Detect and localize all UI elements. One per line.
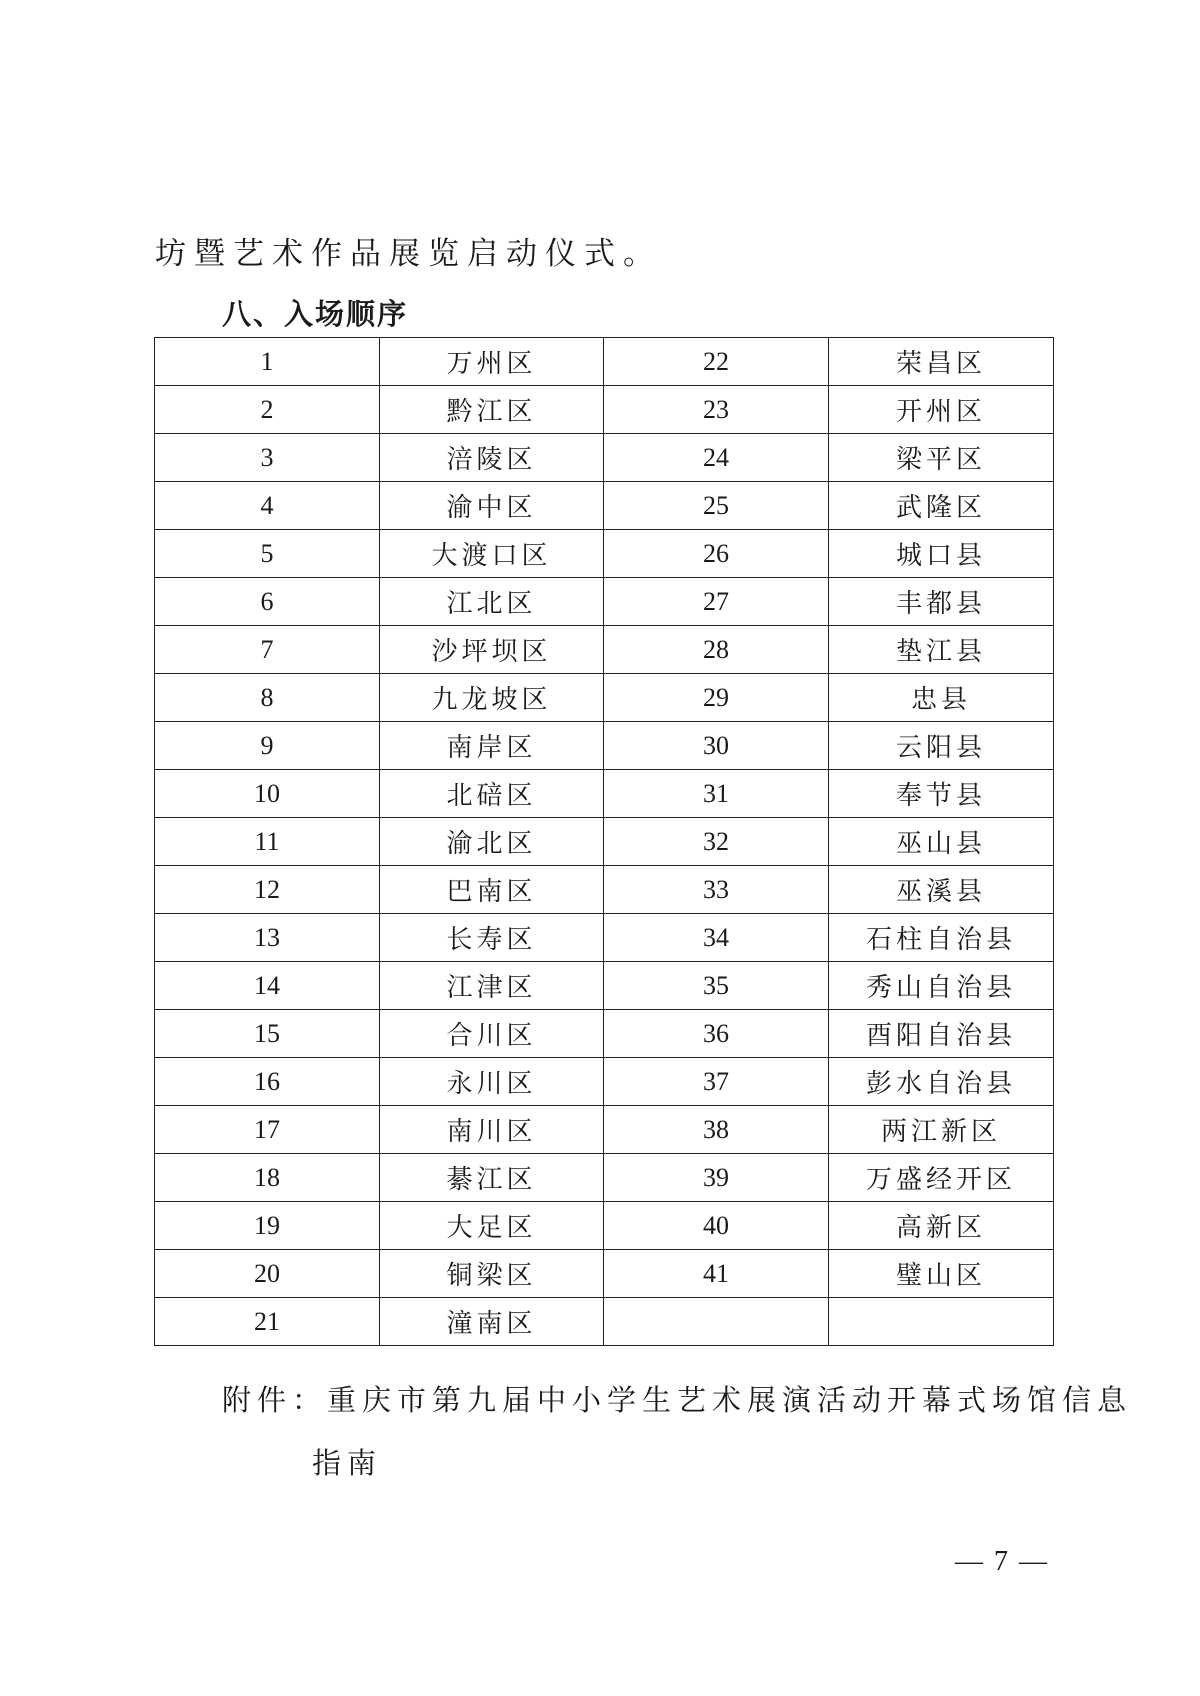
district-name-cell: 南川区 <box>380 1106 604 1154</box>
table-row <box>155 578 1054 626</box>
order-number-cell: 27 <box>604 578 829 626</box>
district-name-cell: 北碚区 <box>380 770 604 818</box>
order-number-cell: 38 <box>604 1106 829 1154</box>
entry-order-table <box>154 337 1054 1346</box>
order-number-cell: 7 <box>155 626 380 674</box>
order-number-cell: 36 <box>604 1010 829 1058</box>
order-number-cell: 17 <box>155 1106 380 1154</box>
district-name-cell: 高新区 <box>829 1202 1054 1250</box>
order-number-cell: 24 <box>604 434 829 482</box>
district-name-cell: 巫山县 <box>829 818 1054 866</box>
page-number: — 7 — <box>955 1546 1049 1577</box>
order-number-cell: 25 <box>604 482 829 530</box>
order-number-cell: 37 <box>604 1058 829 1106</box>
order-number-cell: 34 <box>604 914 829 962</box>
table-row <box>155 434 1054 482</box>
district-name-cell: 九龙坡区 <box>380 674 604 722</box>
order-number-cell: 31 <box>604 770 829 818</box>
order-number-cell: 19 <box>155 1202 380 1250</box>
order-number-cell: 28 <box>604 626 829 674</box>
table-row <box>155 962 1054 1010</box>
district-name-cell: 长寿区 <box>380 914 604 962</box>
district-name-cell: 巴南区 <box>380 866 604 914</box>
district-name-cell <box>829 1298 1054 1346</box>
order-number-cell: 22 <box>604 338 829 386</box>
order-number-cell: 6 <box>155 578 380 626</box>
table-row <box>155 1202 1054 1250</box>
district-name-cell: 荣昌区 <box>829 338 1054 386</box>
intro-text: 坊暨艺术作品展览启动仪式。 <box>155 236 662 272</box>
order-number-cell: 29 <box>604 674 829 722</box>
order-number-cell: 30 <box>604 722 829 770</box>
district-name-cell: 江津区 <box>380 962 604 1010</box>
order-number-cell: 20 <box>155 1250 380 1298</box>
district-name-cell: 合川区 <box>380 1010 604 1058</box>
table-row <box>155 1010 1054 1058</box>
order-number-cell: 16 <box>155 1058 380 1106</box>
district-name-cell: 丰都县 <box>829 578 1054 626</box>
table-row <box>155 1106 1054 1154</box>
order-number-cell: 35 <box>604 962 829 1010</box>
order-number-cell: 39 <box>604 1154 829 1202</box>
order-number-cell: 12 <box>155 866 380 914</box>
district-name-cell: 城口县 <box>829 530 1054 578</box>
district-name-cell: 石柱自治县 <box>829 914 1054 962</box>
order-number-cell: 23 <box>604 386 829 434</box>
order-number-cell: 14 <box>155 962 380 1010</box>
order-number-cell: 26 <box>604 530 829 578</box>
district-name-cell: 江北区 <box>380 578 604 626</box>
order-number-cell <box>604 1298 829 1346</box>
district-name-cell: 铜梁区 <box>380 1250 604 1298</box>
attachment-line: 附件：重庆市第九届中小学生艺术展演活动开幕式场馆信息 <box>222 1383 1133 1417</box>
order-number-cell: 1 <box>155 338 380 386</box>
order-number-cell: 15 <box>155 1010 380 1058</box>
district-name-cell: 涪陵区 <box>380 434 604 482</box>
district-name-cell: 黔江区 <box>380 386 604 434</box>
table-row <box>155 386 1054 434</box>
order-number-cell: 8 <box>155 674 380 722</box>
order-number-cell: 13 <box>155 914 380 962</box>
district-name-cell: 璧山区 <box>829 1250 1054 1298</box>
order-number-cell: 5 <box>155 530 380 578</box>
district-name-cell: 万盛经开区 <box>829 1154 1054 1202</box>
district-name-cell: 彭水自治县 <box>829 1058 1054 1106</box>
table-row <box>155 482 1054 530</box>
district-name-cell: 忠县 <box>829 674 1054 722</box>
attachment-line-continued: 指南 <box>312 1446 383 1480</box>
district-name-cell: 垫江县 <box>829 626 1054 674</box>
order-number-cell: 11 <box>155 818 380 866</box>
table-row <box>155 338 1054 386</box>
order-number-cell: 3 <box>155 434 380 482</box>
district-name-cell: 永川区 <box>380 1058 604 1106</box>
table-row <box>155 1250 1054 1298</box>
table-row <box>155 914 1054 962</box>
entry-order-table-body <box>155 338 1054 1346</box>
district-name-cell: 巫溪县 <box>829 866 1054 914</box>
district-name-cell: 沙坪坝区 <box>380 626 604 674</box>
order-number-cell: 9 <box>155 722 380 770</box>
district-name-cell: 酉阳自治县 <box>829 1010 1054 1058</box>
table-row <box>155 722 1054 770</box>
district-name-cell: 渝中区 <box>380 482 604 530</box>
order-number-cell: 40 <box>604 1202 829 1250</box>
order-number-cell: 41 <box>604 1250 829 1298</box>
district-name-cell: 渝北区 <box>380 818 604 866</box>
district-name-cell: 潼南区 <box>380 1298 604 1346</box>
table-row <box>155 770 1054 818</box>
order-number-cell: 21 <box>155 1298 380 1346</box>
table-row <box>155 1298 1054 1346</box>
district-name-cell: 大足区 <box>380 1202 604 1250</box>
district-name-cell: 綦江区 <box>380 1154 604 1202</box>
order-number-cell: 2 <box>155 386 380 434</box>
district-name-cell: 奉节县 <box>829 770 1054 818</box>
table-row <box>155 818 1054 866</box>
section-heading: 八、入场顺序 <box>222 297 409 331</box>
district-name-cell: 南岸区 <box>380 722 604 770</box>
district-name-cell: 武隆区 <box>829 482 1054 530</box>
table-row <box>155 674 1054 722</box>
order-number-cell: 32 <box>604 818 829 866</box>
district-name-cell: 两江新区 <box>829 1106 1054 1154</box>
district-name-cell: 万州区 <box>380 338 604 386</box>
table-row <box>155 1154 1054 1202</box>
district-name-cell: 云阳县 <box>829 722 1054 770</box>
order-number-cell: 18 <box>155 1154 380 1202</box>
table-row <box>155 866 1054 914</box>
order-number-cell: 4 <box>155 482 380 530</box>
order-number-cell: 33 <box>604 866 829 914</box>
district-name-cell: 大渡口区 <box>380 530 604 578</box>
table-row <box>155 530 1054 578</box>
table-row <box>155 626 1054 674</box>
order-number-cell: 10 <box>155 770 380 818</box>
district-name-cell: 梁平区 <box>829 434 1054 482</box>
table-row <box>155 1058 1054 1106</box>
district-name-cell: 开州区 <box>829 386 1054 434</box>
district-name-cell: 秀山自治县 <box>829 962 1054 1010</box>
